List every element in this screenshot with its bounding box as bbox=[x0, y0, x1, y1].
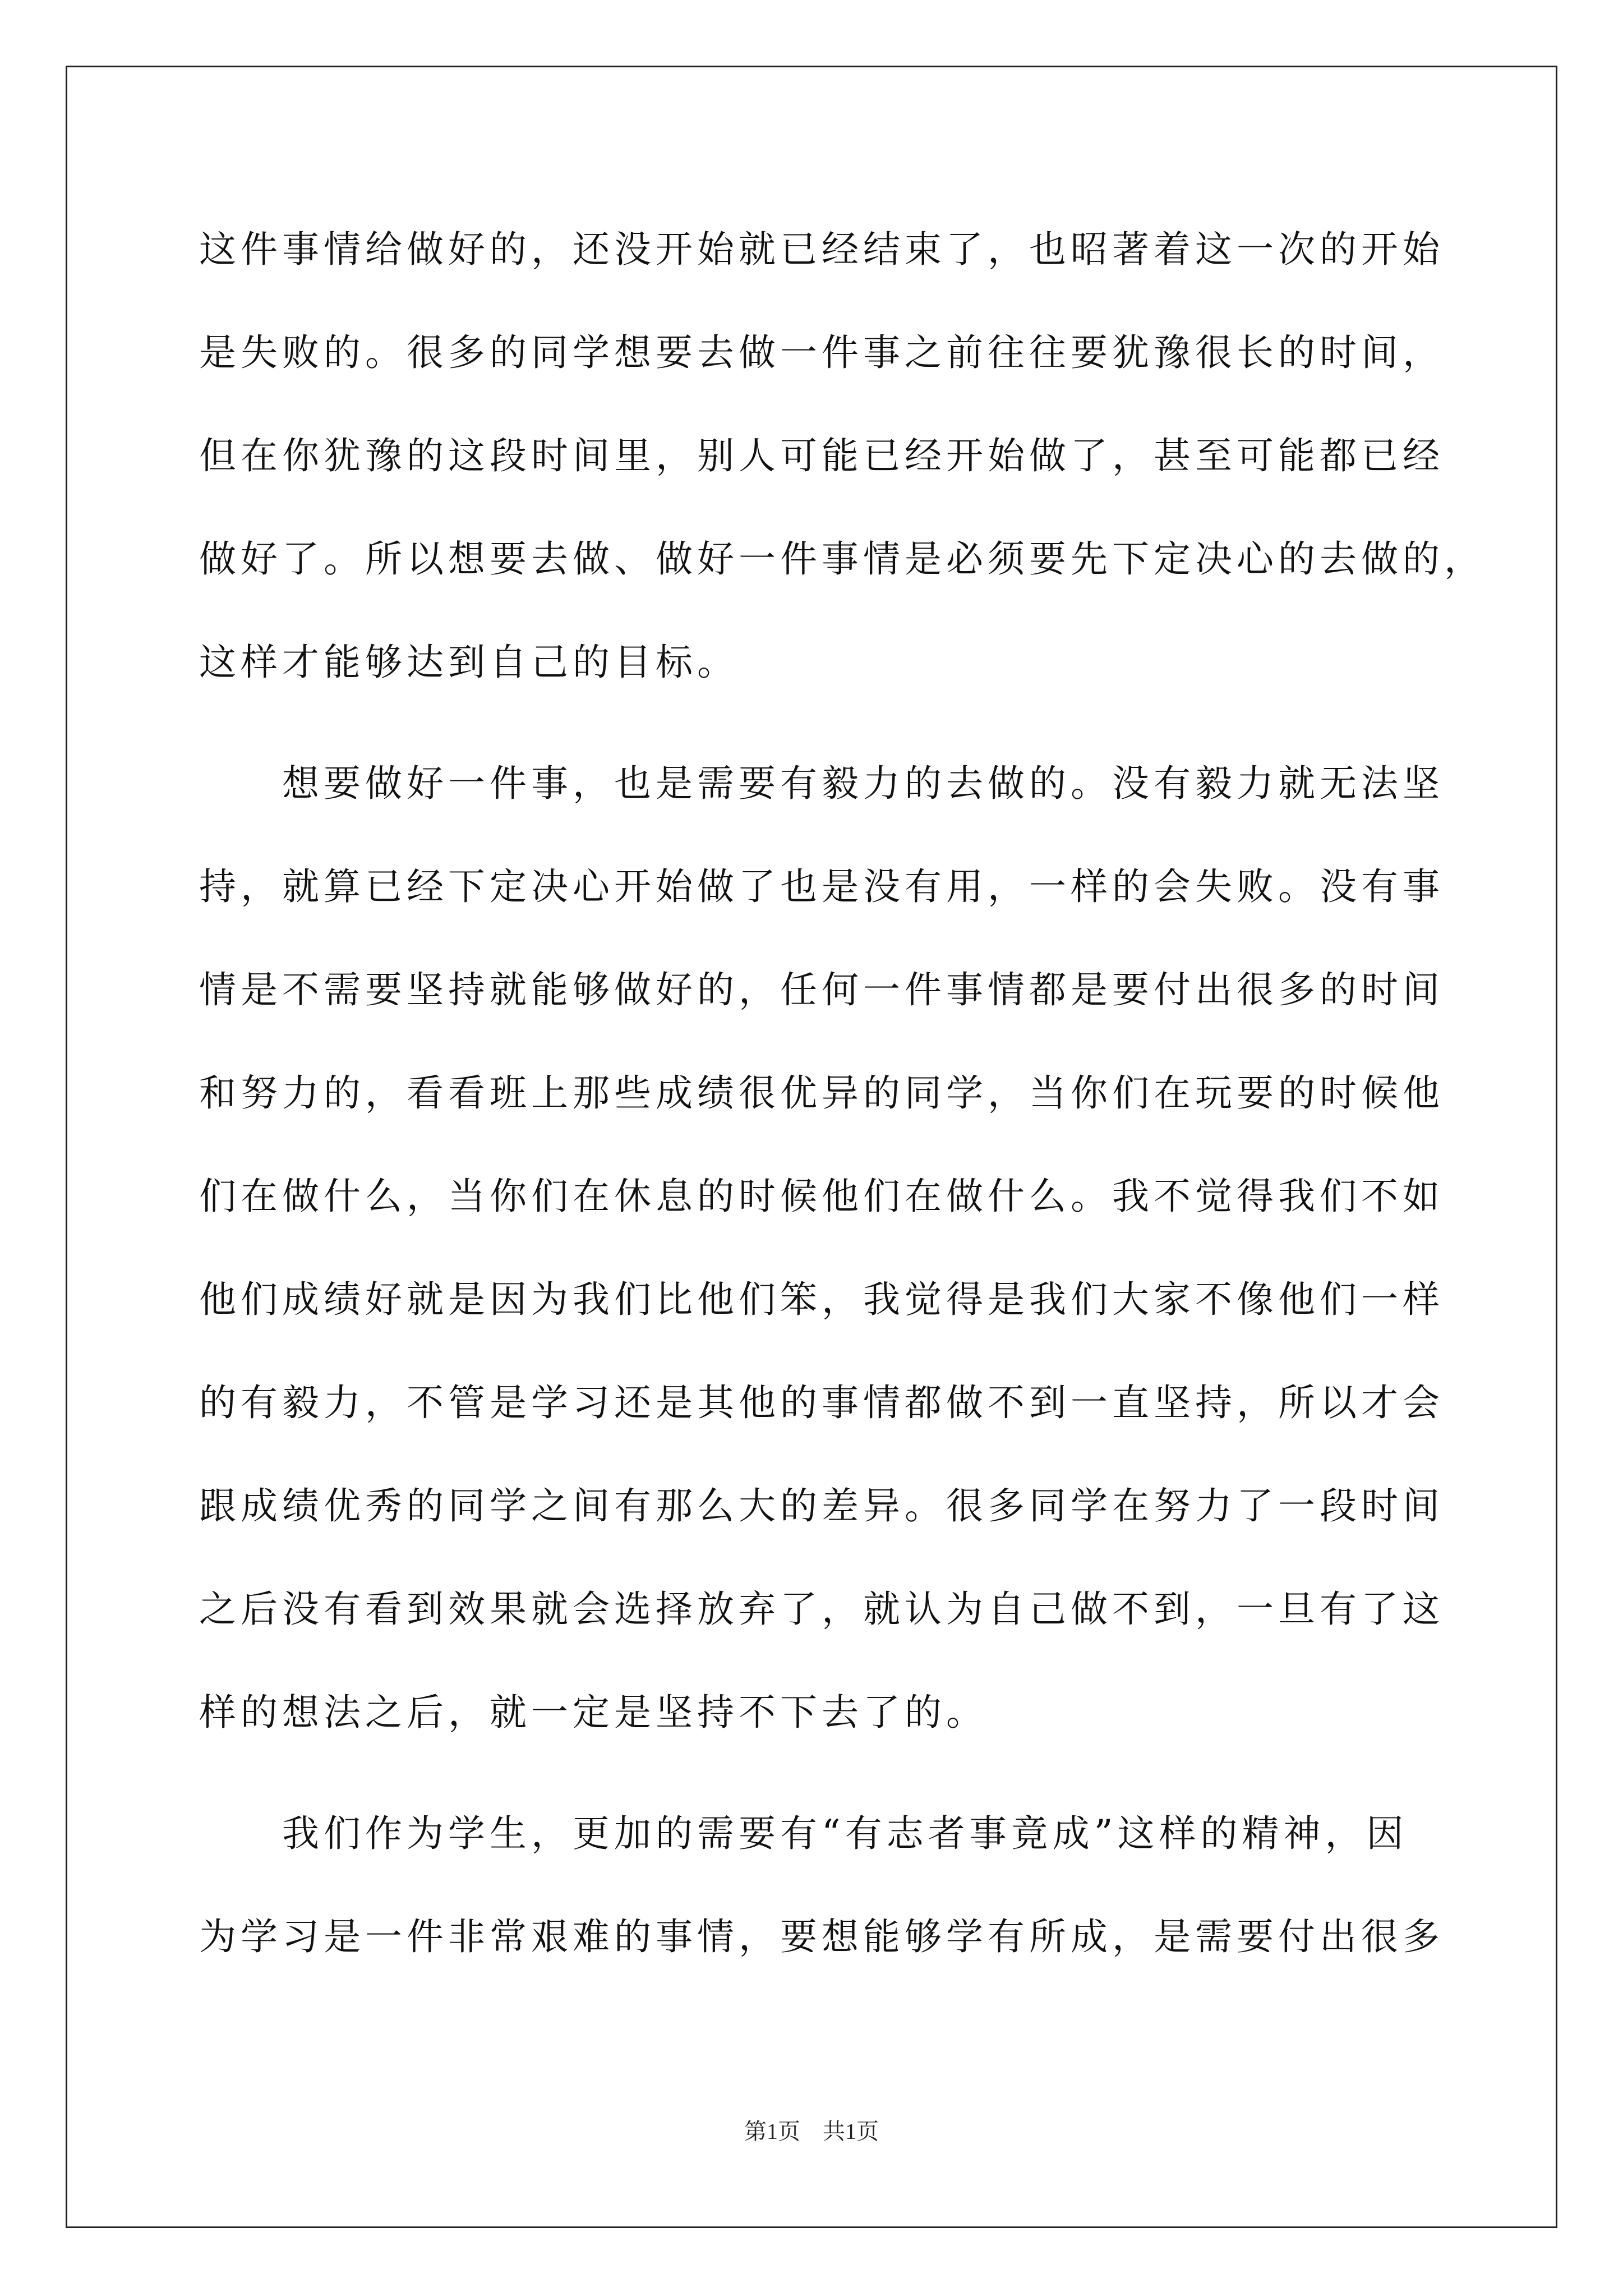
paragraph-line: 做好了。所以想要去做、做好一件事情是必须要先下定决心的去做的， bbox=[199, 537, 1486, 581]
paragraph-line: 和努力的，看看班上那些成绩很优异的同学，当你们在玩要的时候他 bbox=[199, 1071, 1444, 1115]
paragraph-line: 这件事情给做好的，还没开始就已经结束了，也昭著着这一次的开始 bbox=[199, 228, 1444, 271]
page-footer: 第1页 共1页 bbox=[744, 2119, 879, 2144]
paragraph-line: 是失败的。很多的同学想要去做一件事之前往往要犹豫很长的时间， bbox=[199, 331, 1444, 374]
page-border bbox=[66, 66, 1557, 2228]
paragraph-line: 们在做什么，当你们在休息的时候他们在做什么。我不觉得我们不如 bbox=[199, 1175, 1444, 1218]
paragraph-line: 持，就算已经下定决心开始做了也是没有用，一样的会失败。没有事 bbox=[199, 865, 1444, 908]
paragraph-line: 之后没有看到效果就会选择放弃了，就认为自己做不到，一旦有了这 bbox=[199, 1588, 1444, 1631]
paragraph-line: 他们成绩好就是因为我们比他们笨，我觉得是我们大家不像他们一样 bbox=[199, 1278, 1444, 1321]
paragraph-line: 但在你犹豫的这段时间里，别人可能已经开始做了，甚至可能都已经 bbox=[199, 434, 1444, 477]
paragraph-line: 的有毅力，不管是学习还是其他的事情都做不到一直坚持，所以才会 bbox=[199, 1381, 1444, 1424]
paragraph-line: 我们作为学生，更加的需要有“有志者事竟成”这样的精神，因 bbox=[199, 1812, 1408, 1855]
paragraph-line: 样的想法之后，就一定是坚持不下去了的。 bbox=[199, 1691, 988, 1734]
paragraph-line: 想要做好一件事，也是需要有毅力的去做的。没有毅力就无法坚 bbox=[199, 762, 1444, 805]
paragraph-line: 这样才能够达到自己的目标。 bbox=[199, 641, 739, 684]
paragraph-line: 为学习是一件非常艰难的事情，要想能够学有所成，是需要付出很多 bbox=[199, 1915, 1444, 1958]
paragraph-line: 情是不需要坚持就能够做好的，任何一件事情都是要付出很多的时间 bbox=[199, 968, 1444, 1011]
paragraph-line: 跟成绩优秀的同学之间有那么大的差异。很多同学在努力了一段时间 bbox=[199, 1484, 1444, 1527]
